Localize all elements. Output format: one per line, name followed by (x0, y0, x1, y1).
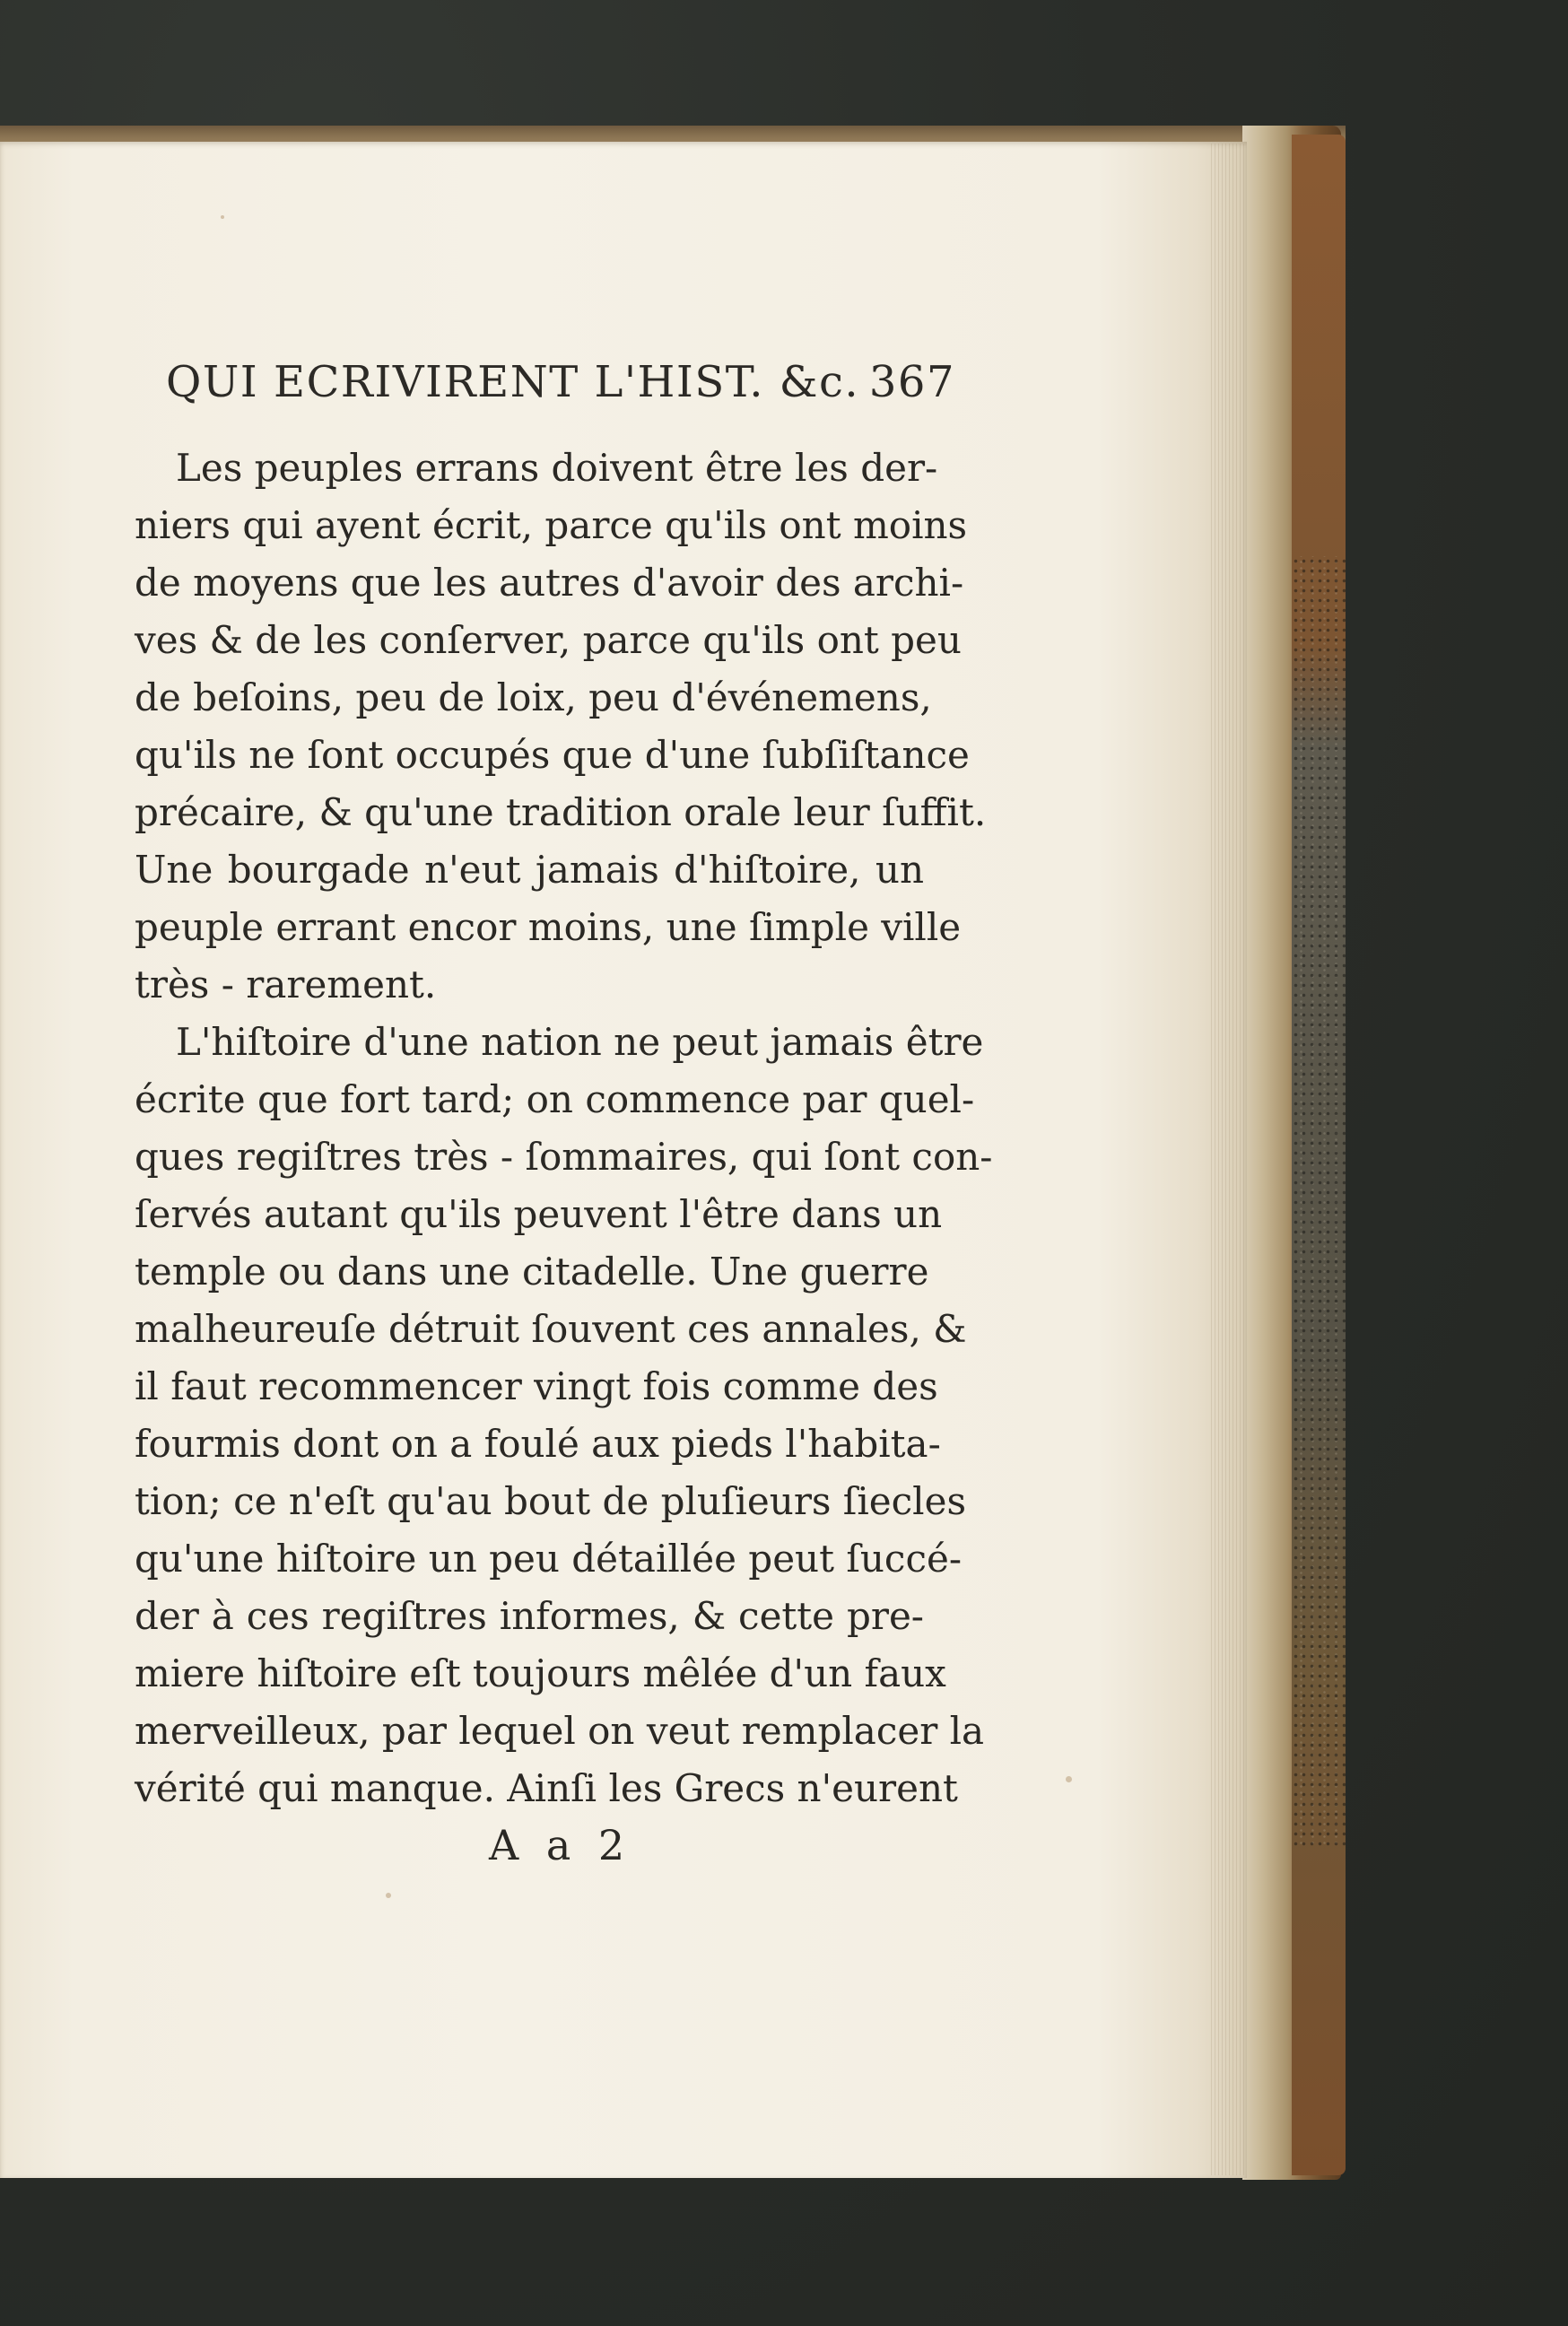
text-line: qu'une hiſtoire un peu détaillée peut ſuccé- (135, 1537, 963, 1581)
text-line: vérité qui manque. Ainſi les Grecs n'eurent (135, 1766, 958, 1810)
text-line: malheureuſe détruit ſouvent ces annales, & (135, 1307, 967, 1351)
text-line: peuple errant encor moins, une ſimple ville (135, 905, 962, 949)
running-title: QUI ECRIVIRENT L'HIST. &c. (166, 357, 860, 407)
text-line: de beſoins, peu de loix, peu d'événemens, (135, 675, 932, 719)
text-line: fourmis dont on a foulé aux pieds l'habita- (135, 1422, 941, 1466)
text-line: temple ou dans une citadelle. Une guerre (135, 1250, 929, 1294)
text-line: Une bourgade n'eut jamais d'hiſtoire, un (135, 848, 924, 892)
text-line: très - rarement. (135, 963, 437, 1006)
text-line: ves & de les conſerver, parce qu'ils ont peu (135, 618, 962, 662)
text-line: niers qui ayent écrit, parce qu'ils ont moins (135, 503, 968, 547)
foxing-spot (221, 215, 224, 219)
text-line: ques regiſtres très - ſommaires, qui ſont con- (135, 1135, 993, 1179)
body-text (135, 440, 993, 1817)
text-line: il faut recommencer vingt fois comme des (135, 1364, 938, 1408)
text-line: de moyens que les autres d'avoir des archi- (135, 561, 964, 605)
foxing-spot (386, 1893, 391, 1898)
text-line: miere hiſtoire eſt toujours mêlée d'un faux (135, 1651, 946, 1695)
text-line: tion; ce n'eſt qu'au bout de pluſieurs ſiecles (135, 1479, 966, 1523)
text-line: ſervés autant qu'ils peuvent l'être dans un (135, 1192, 943, 1236)
text-line: qu'ils ne ſont occupés que d'une ſubſiſtance (135, 733, 970, 777)
text-line: L'hiſtoire d'une nation ne peut jamais être (176, 1020, 984, 1064)
text-line: précaire, & qu'une tradition orale leur ſuffit. (135, 790, 987, 834)
page-edges (1211, 144, 1247, 2175)
foxing-spot (1066, 1776, 1072, 1782)
running-head (166, 357, 955, 407)
text-line: écrite que fort tard; on commence par quel- (135, 1077, 975, 1121)
page-number: 367 (868, 357, 955, 407)
cover-speckle-pattern (1292, 556, 1346, 1848)
signature-mark: A a 2 (489, 1821, 632, 1869)
text-line: merveilleux, par lequel on veut remplacer la (135, 1709, 985, 1753)
text-line: Les peuples errans doivent être les der- (176, 446, 938, 490)
text-line: der à ces regiſtres informes, & cette pre- (135, 1594, 924, 1638)
